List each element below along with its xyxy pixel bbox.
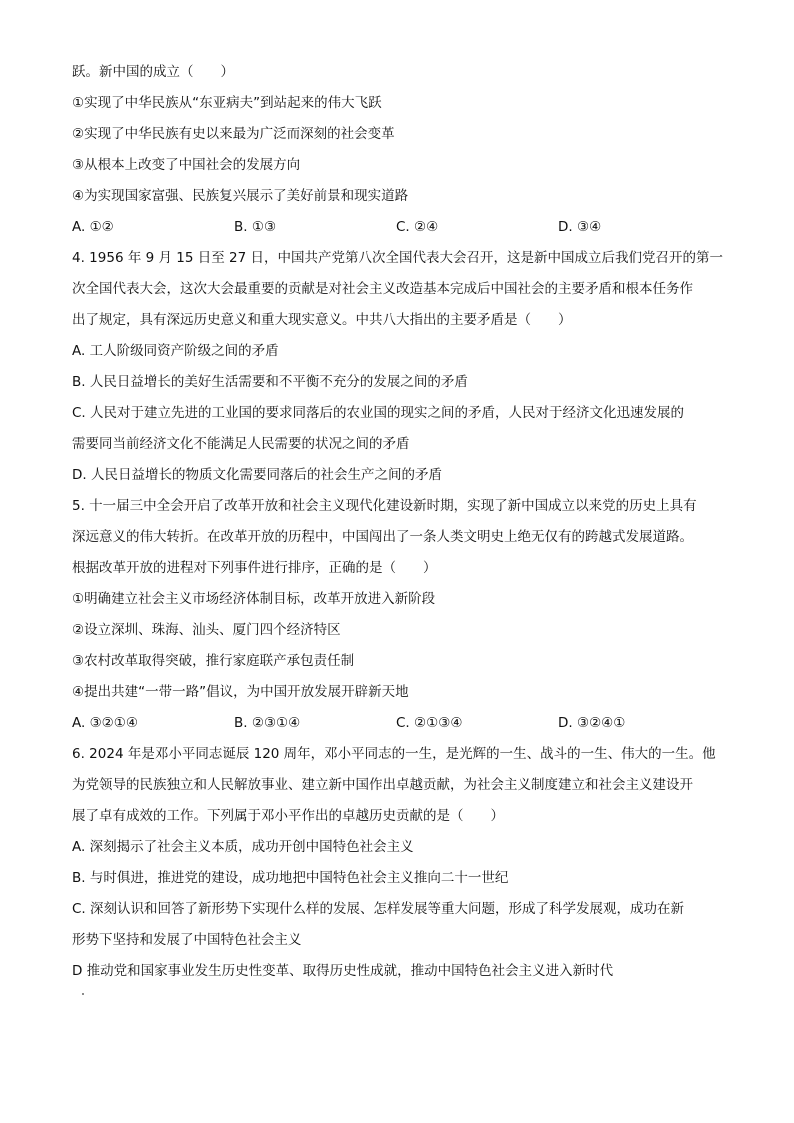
q5-item-3: ③农村改革取得突破，推行家庭联产承包责任制 (72, 653, 355, 669)
q3-item-3: ③从根本上改变了中国社会的发展方向 (72, 157, 301, 173)
q5-option-b: B. ②③①④ (234, 715, 301, 731)
q3-item-1: ①实现了中华民族从“东亚病夫”到站起来的伟大飞跃 (72, 95, 382, 111)
q4-stem-line-3: 出了规定，具有深远历史意义和重大现实意义。中共八大指出的主要矛盾是（ ） (72, 312, 572, 328)
q6-stem-line-3: 展了卓有成效的工作。下列属于邓小平作出的卓越历史贡献的是（ ） (72, 808, 504, 824)
q4-option-c-cont: 需要同当前经济文化不能满足人民需要的状况之间的矛盾 (72, 436, 410, 452)
q4-option-c: C. 人民对于建立先进的工业国的要求同落后的农业国的现实之间的矛盾，人民对于经济文化迅速发展的 (72, 405, 685, 421)
q3-item-4: ④为实现国家富强、民族复兴展示了美好前景和现实道路 (72, 188, 409, 204)
q3-option-b: B. ①③ (234, 219, 277, 235)
q3-stem-tail: 跃。新中国的成立（ ） (72, 64, 234, 80)
q5-item-4: ④提出共建“一带一路”倡议，为中国开放发展开辟新天地 (72, 684, 409, 700)
q5-option-a: A. ③②①④ (72, 715, 138, 731)
q6-option-d: D 推动党和国家事业发生历史性变革、取得历史性成就，推动中国特色社会主义进入新时代 (72, 963, 614, 979)
q4-option-b: B. 人民日益增长的美好生活需要和不平衡不充分的发展之间的矛盾 (72, 374, 468, 390)
stray-dot (82, 993, 84, 995)
q5-stem-line-1: 5. 十一届三中全会开启了改革开放和社会主义现代化建设新时期，实现了新中国成立以来党的历史上具有 (72, 498, 697, 514)
q3-options (72, 217, 732, 248)
q4-stem-line-2: 次全国代表大会，这次大会最重要的贡献是对社会主义改造基本完成后中国社会的主要矛盾和根本任务作 (72, 281, 693, 297)
q5-option-d: D. ③②④① (558, 715, 626, 731)
q6-option-b: B. 与时俱进，推进党的建设，成功地把中国特色社会主义推向二十一世纪 (72, 870, 509, 886)
q4-option-d: D. 人民日益增长的物质文化需要同落后的社会生产之间的矛盾 (72, 467, 442, 483)
q6-stem-line-2: 为党领导的民族独立和人民解放事业、建立新中国作出卓越贡献，为社会主义制度建立和社会主义建设开 (72, 777, 693, 793)
q5-stem-line-3: 根据改革开放的进程对下列事件进行排序，正确的是（ ） (72, 560, 437, 576)
q6-stem-line-1: 6. 2024 年是邓小平同志诞辰 120 周年，邓小平同志的一生，是光辉的一生、战斗的一生、伟大的一生。他 (72, 746, 716, 762)
q5-options (72, 713, 732, 744)
q5-stem-line-2: 深远意义的伟大转折。在改革开放的历程中，中国闯出了一条人类文明史上绝无仅有的跨越式发展道路。 (72, 529, 693, 545)
q5-item-2: ②设立深圳、珠海、汕头、厦门四个经济特区 (72, 622, 341, 638)
q3-option-d: D. ③④ (558, 219, 602, 235)
q5-item-1: ①明确建立社会主义市场经济体制目标，改革开放进入新阶段 (72, 591, 436, 607)
q3-option-a: A. ①② (72, 219, 114, 235)
q6-option-a: A. 深刻揭示了社会主义本质，成功开创中国特色社会主义 (72, 839, 414, 855)
q4-stem-line-1: 4. 1956 年 9 月 15 日至 27 日，中国共产党第八次全国代表大会召开，这是新中国成立后我们党召开的第一 (72, 250, 724, 266)
exam-page (72, 62, 732, 992)
q4-option-a: A. 工人阶级同资产阶级之间的矛盾 (72, 343, 279, 359)
q3-item-2: ②实现了中华民族有史以来最为广泛而深刻的社会变革 (72, 126, 395, 142)
q3-option-c: C. ②④ (396, 219, 439, 235)
q6-option-c-cont: 形势下坚持和发展了中国特色社会主义 (72, 932, 302, 948)
q6-option-c: C. 深刻认识和回答了新形势下实现什么样的发展、怎样发展等重大问题，形成了科学发展观，成功在新 (72, 901, 685, 917)
q5-option-c: C. ②①③④ (396, 715, 463, 731)
